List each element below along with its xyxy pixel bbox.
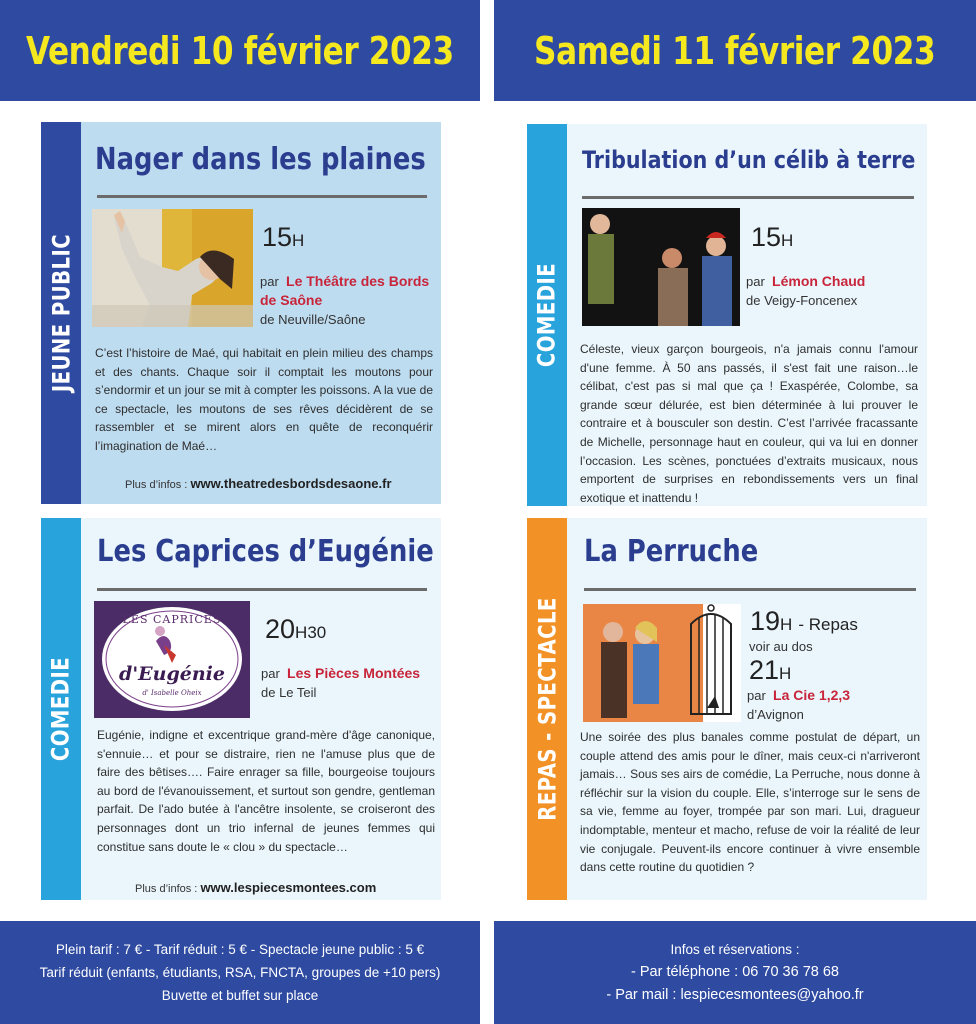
show-card-nager	[41, 122, 441, 504]
company-name: La Cie 1,2,3	[773, 687, 851, 703]
category-label: COMEDIE	[47, 656, 76, 762]
show-photo	[92, 209, 253, 327]
logo-text-sub: d' Isabelle Oheix	[142, 689, 202, 697]
time-note: - Repas	[798, 615, 858, 634]
friday-date: Vendredi 10 février 2023	[26, 28, 454, 73]
pricing-line: Plein tarif : 7 € - Tarif réduit : 5 € - Spectacle jeune public : 5 €	[55, 942, 425, 957]
show-title: Les Caprices d’Eugénie	[97, 534, 434, 569]
category-label: JEUNE PUBLIC	[47, 233, 76, 393]
company-origin: d’Avignon	[747, 707, 804, 722]
show-title: Nager dans les plaines	[95, 142, 426, 177]
booking-footer	[494, 921, 976, 1024]
phone-line[interactable]: - Par téléphone : 06 70 36 78 68	[631, 964, 839, 980]
category-strip	[527, 124, 567, 506]
bar-buffet-line: Buvette et buffet sur place	[161, 988, 319, 1003]
category-strip	[41, 122, 81, 504]
company-info: par La Cie 1,2,3 d’Avignon	[747, 687, 851, 722]
title-divider	[97, 195, 427, 198]
title-divider	[97, 588, 427, 591]
show-card-perruche	[527, 518, 927, 900]
company-origin: de Neuville/Saône	[260, 312, 366, 327]
show-card-tribulation	[527, 124, 927, 506]
show-title: Tribulation d’un célib à terre	[582, 146, 916, 174]
date-banner-saturday	[494, 0, 976, 101]
show-time: 19H - Repas	[750, 606, 858, 636]
company-name: Les Pièces Montées	[287, 665, 421, 681]
company-info: par Lémon Chaud de Veigy-Foncenex	[746, 273, 866, 308]
email-line[interactable]: - Par mail : lespiecesmontees@yahoo.fr	[606, 987, 864, 1003]
show-description: C’est l’histoire de Maé, qui habitait en plein milieu des champs et des chants. Chaque soir il comptait les moutons pour s’endormir et un jour se mit à compter les poissons. A la vue de ce spectacle, les moutons de ses rêves décidèrent de se rassembler et se mirent alors en quête de reconquérir l’imagination de Maé…	[95, 346, 433, 453]
company-origin: de Le Teil	[261, 685, 317, 700]
date-banner-friday	[0, 0, 480, 101]
category-label: COMEDIE	[533, 262, 562, 368]
show-photo	[582, 208, 740, 326]
show-time: 15H	[751, 222, 794, 252]
show-photo	[583, 604, 741, 722]
company-origin: de Veigy-Foncenex	[746, 293, 858, 308]
saturday-date: Samedi 11 février 2023	[534, 28, 936, 73]
show-card-caprices	[41, 518, 441, 900]
more-info: Plus d’infos : www.lespiecesmontees.com	[135, 880, 377, 895]
show-time-2: 21H	[749, 655, 792, 685]
reduced-price-line: Tarif réduit (enfants, étudiants, RSA, FNCTA, groupes de +10 pers)	[39, 965, 441, 980]
booking-heading: Infos et réservations :	[670, 942, 800, 957]
category-label: REPAS - SPECTACLE	[533, 597, 561, 821]
show-description: Eugénie, indigne et excentrique grand-mère d'âge canonique, s'ennuie… et pour se distraire, rien ne l'amuse plus que de faire des bêtises…. Faire enrager sa fille, bourgeoise toujours au bord de l'évanouissement, et surtout son gendre, gentleman parfait. De l'ado butée à l'ancêtre insolente, se croiseront des personnages dont un trio infernal de jeunes femmes qui constitue sans doute le « clou » du spectacle…	[97, 728, 435, 854]
title-divider	[584, 588, 916, 591]
show-logo	[94, 601, 250, 718]
category-strip	[527, 518, 567, 900]
website-link[interactable]: www.theatredesbordsdesaone.fr	[190, 476, 392, 491]
company-name: Lémon Chaud	[772, 273, 866, 289]
show-time: 20H30	[265, 614, 327, 644]
show-title: La Perruche	[584, 534, 759, 569]
website-link[interactable]: www.lespiecesmontees.com	[200, 880, 377, 895]
pricing-footer	[0, 921, 480, 1024]
category-strip	[41, 518, 81, 900]
show-description: Une soirée des plus banales comme postulat de départ, un couple attend des amis pour le dîner, mais ceux-ci n'arriveront jamais… Sous ses airs de comédie, La Perruche, nous donne à réfléchir sur la vision du couple. Elle, s’interroge sur le sens de sa vie, femme au foyer, trompée par son mari. Lui, dragueur indomptable, menteur et macho, refuse de voir la réalité de leur vie conjugale. Peuvent-ils encore continuer à vivre ensemble dans cette routine du quotidien ?	[580, 730, 920, 875]
logo-text-main: d'Eugénie	[119, 663, 225, 685]
meal-note: voir au dos	[749, 639, 813, 654]
logo-text-top: LES CAPRICES	[122, 613, 222, 626]
show-time: 15H	[262, 222, 305, 252]
company-name: Le Théâtre des Bords de Saône	[260, 273, 430, 308]
more-info: Plus d’infos : www.theatredesbordsdesaone.fr	[125, 476, 392, 491]
show-description: Céleste, vieux garçon bourgeois, n'a jamais connu l'amour d'une femme. À 50 ans passés, il s'est fait une raison…le célibat, c'est pas si mal que ça ! Exaspérée, Colombe, sa grande sœur délurée, est bien déterminée à lui prouver le contraire et à bousculer son destin. C’est l’arrivée fracassante de Michelle, personnage haut en couleur, qui va lui en donner l’occasion. Les scènes, ponctuées d’extraits musicaux, nous emportent de surprises en rebondissements vers un final exotique et inattendu !	[580, 342, 918, 505]
company-info: par Les Pièces Montées de Le Teil	[261, 665, 421, 700]
title-divider	[582, 196, 914, 199]
company-info: par Le Théâtre des Bords de Saône de Neuville/Saône	[260, 273, 430, 327]
